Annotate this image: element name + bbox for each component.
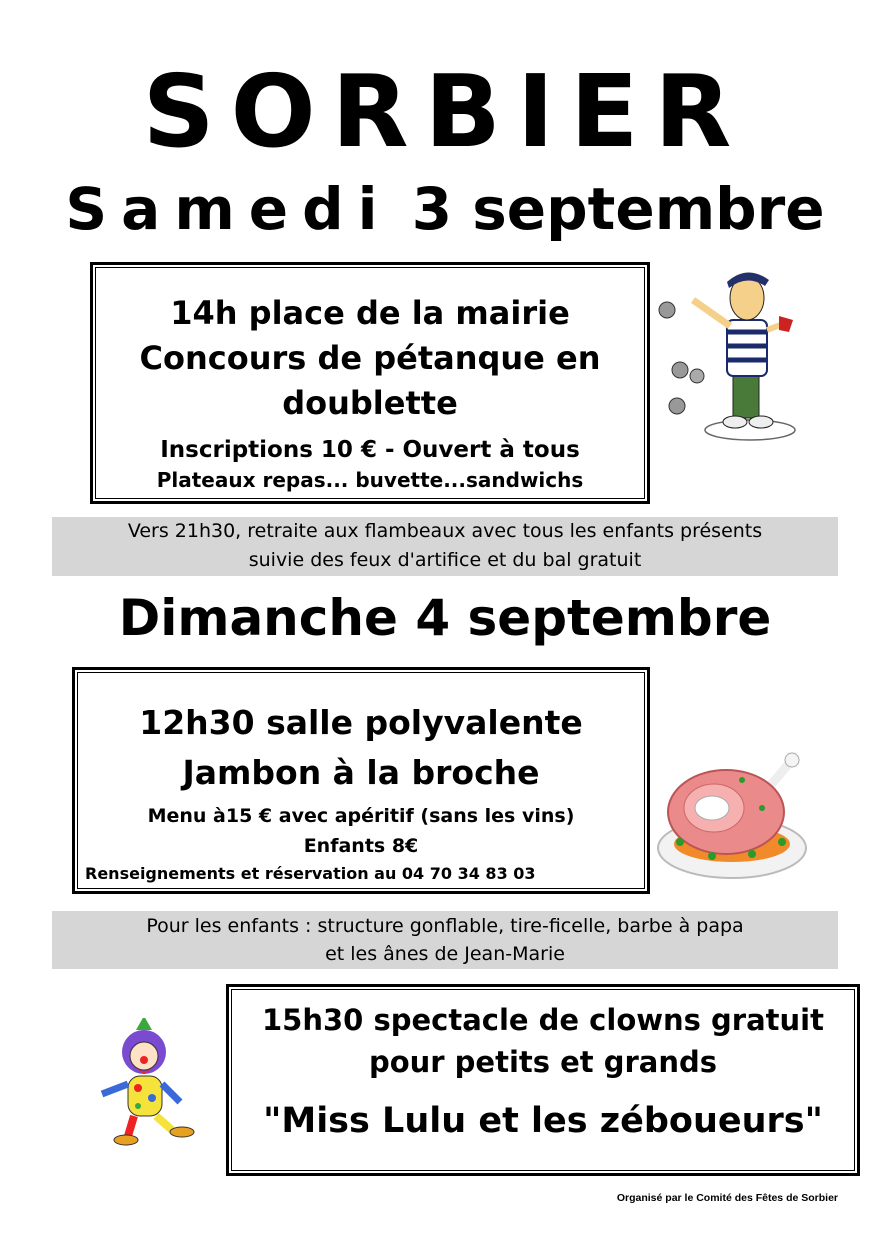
lunch-kids-price: Enfants 8€ [303, 835, 419, 857]
evening-info-line1: Vers 21h30, retraite aux flambeaux avec tous les enfants présents [127, 520, 763, 542]
kids-activities-line1: Pour les enfants : structure gonflable, tire-ficelle, barbe à papa [146, 915, 744, 937]
petanque-player-illustration [655, 258, 805, 458]
petanque-event-box [90, 262, 650, 504]
lunch-title: Jambon à la broche [182, 753, 540, 792]
show-time-title: 15h30 spectacle de clowns gratuit [262, 1003, 824, 1037]
saturday-date: 3 septembre [411, 175, 825, 243]
show-name: "Miss Lulu et les zéboueurs" [263, 1101, 823, 1141]
petanque-registration: Inscriptions 10 € - Ouvert à tous [160, 437, 580, 463]
organizer-footer: Organisé par le Comité des Fêtes de Sorbier [616, 1192, 838, 1204]
lunch-reservation: Renseignements et réservation au 04 70 34 83 03 [85, 864, 536, 883]
show-audience: pour petits et grands [368, 1045, 718, 1079]
kids-activities-line2: et les ânes de Jean-Marie [325, 943, 565, 965]
petanque-time-place: 14h place de la mairie [170, 294, 570, 332]
clown-illustration [98, 1018, 206, 1148]
petanque-title: Concours de pétanque en [139, 339, 601, 377]
lunch-time-place: 12h30 salle polyvalente [139, 703, 583, 742]
page-title: SORBIER [142, 53, 748, 170]
lunch-menu-price: Menu à15 € avec apéritif (sans les vins) [147, 805, 575, 827]
ham-on-spit-illustration [652, 748, 822, 888]
saturday-day: Samedi [65, 175, 392, 243]
evening-info-band [52, 517, 838, 576]
petanque-food: Plateaux repas... buvette...sandwichs [156, 468, 584, 492]
saturday-heading [0, 175, 890, 243]
sunday-heading: Dimanche 4 septembre [118, 589, 772, 647]
petanque-title-cont: doublette [282, 384, 458, 422]
evening-info-line2: suivie des feux d'artifice et du bal gratuit [248, 549, 642, 571]
clown-show-box [226, 984, 860, 1176]
kids-activities-band [52, 911, 838, 969]
lunch-event-box [72, 667, 650, 894]
